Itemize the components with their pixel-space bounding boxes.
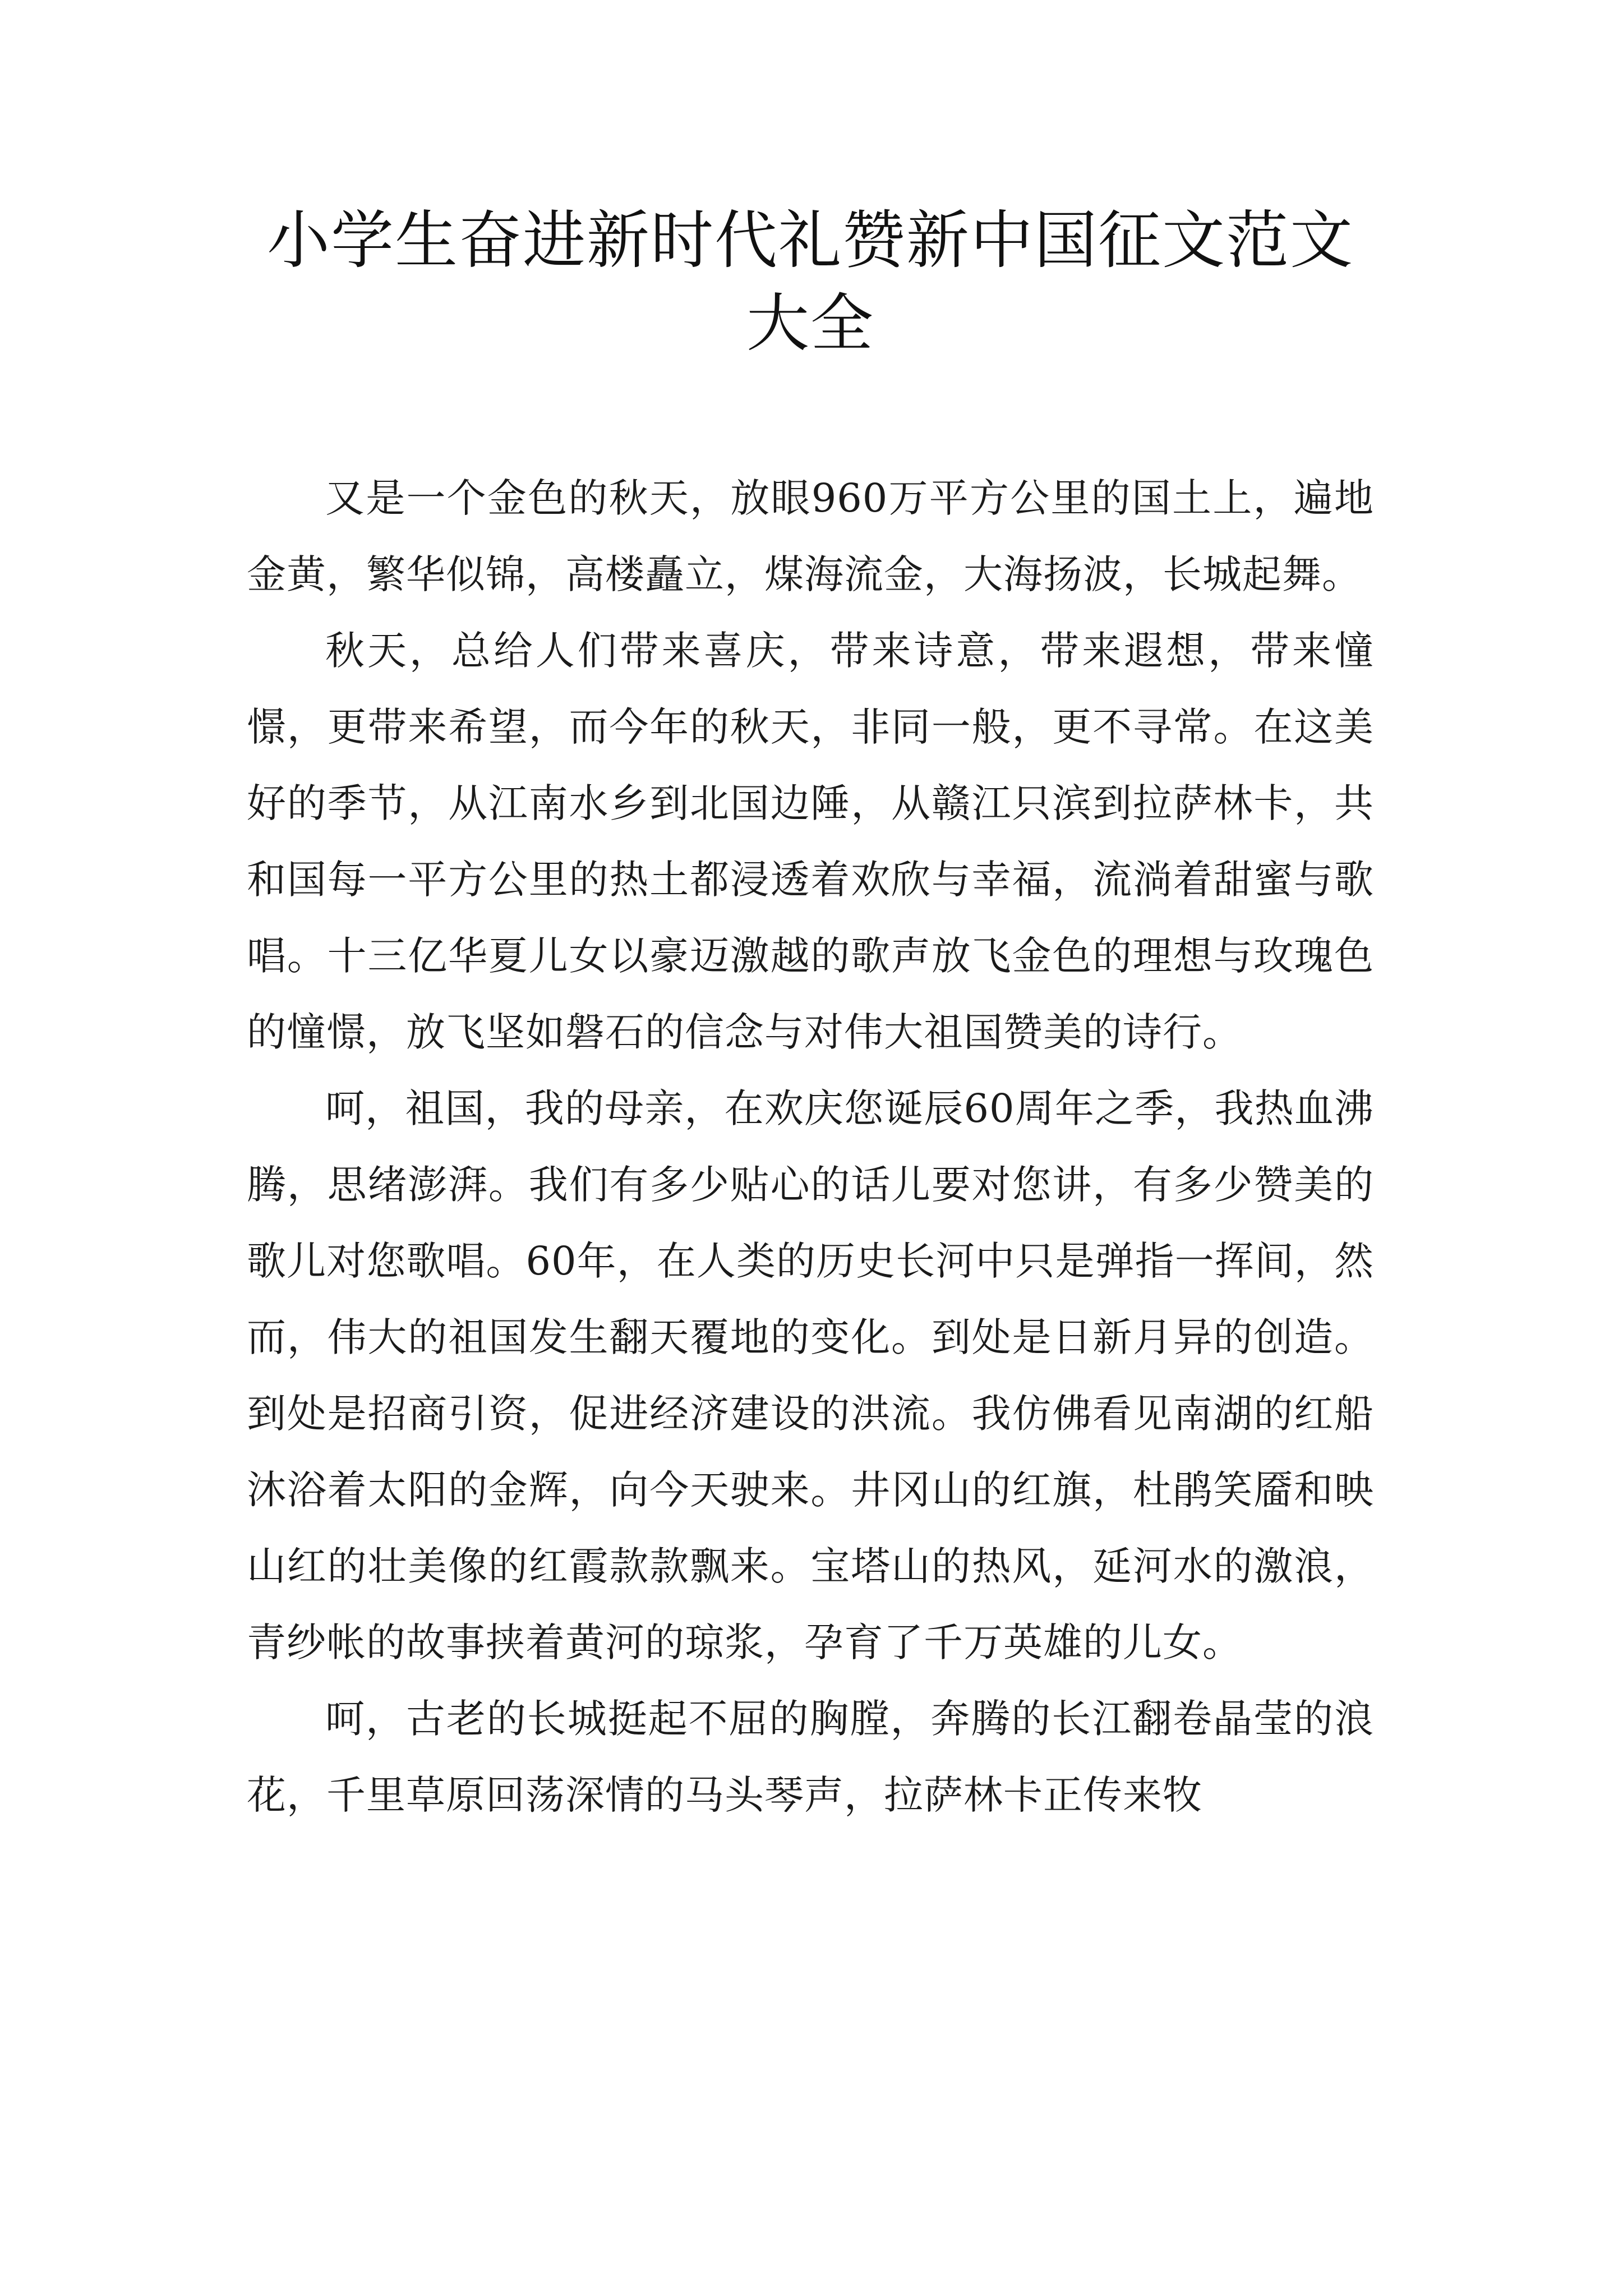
document-body: [247, 460, 1374, 1833]
paragraph: 呵，祖国，我的母亲，在欢庆您诞辰60周年之季，我热血沸腾，思绪澎湃。我们有多少贴心的话儿要对您讲，有多少赞美的歌儿对您歌唱。60年，在人类的历史长河中只是弹指一挥间，然而，伟大的祖国发生翻天覆地的变化。到处是日新月异的创造。到处是招商引资，促进经济建设的洪流。我仿佛看见南湖的红船沐浴着太阳的金辉，向今天驶来。井冈山的红旗，杜鹃笑靥和映山红的壮美像的红霞款款飘来。宝塔山的热风，延河水的激浪，青纱帐的故事挟着黄河的琼浆，孕育了千万英雄的儿女。: [247, 1085, 1374, 1665]
paragraph: 秋天，总给人们带来喜庆，带来诗意，带来遐想，带来憧憬，更带来希望，而今年的秋天，非同一般，更不寻常。在这美好的季节，从江南水乡到北国边陲，从赣江只滨到拉萨林卡，共和国每一平方公里的热土都浸透着欢欣与幸福，流淌着甜蜜与歌唱。十三亿华夏儿女以豪迈激越的歌声放飞金色的理想与玫瑰色的憧憬，放飞坚如磐石的信念与对伟大祖国赞美的诗行。: [247, 628, 1374, 1055]
paragraph: 呵，古老的长城挺起不屈的胸膛，奔腾的长江翻卷晶莹的浪花，千里草原回荡深情的马头琴声，拉萨林卡正传来牧: [247, 1696, 1374, 1818]
document-title: 小学生奋进新时代礼赞新中国征文范文大全: [267, 204, 1354, 360]
paragraph: 又是一个金色的秋天，放眼960万平方公里的国土上，遍地金黄，繁华似锦，高楼矗立，煤海流金，大海扬波，长城起舞。: [247, 475, 1374, 597]
